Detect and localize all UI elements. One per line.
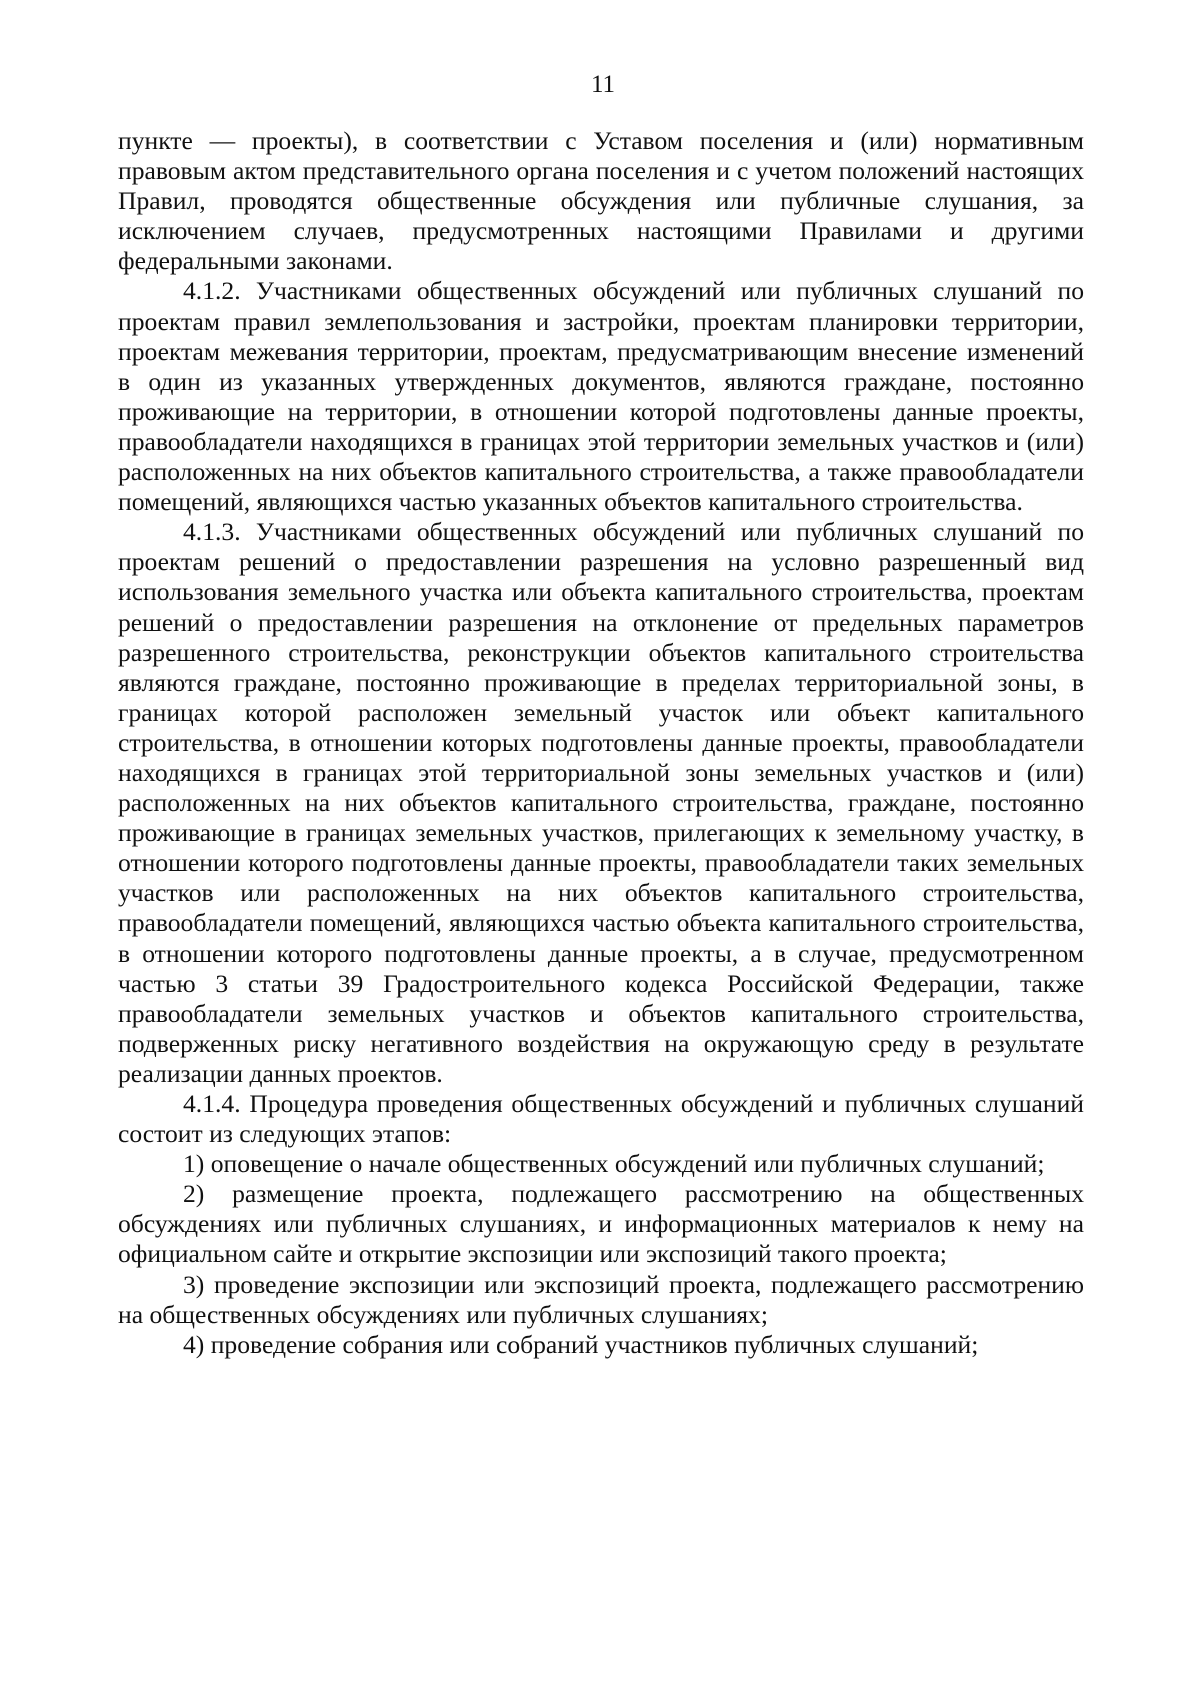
list-item-2: 2) размещение проекта, подлежащего рассмотрению на общественных обсуждениях или публичных слушаниях, и информационных материалов к нему на официальном сайте и открытие экспозиции или экспозиций такого проекта; <box>118 1179 1084 1269</box>
paragraph-continuation: пункте — проекты), в соответствии с Уставом поселения и (или) нормативным правовым актом представительного органа поселения и с учетом положений настоящих Правил, проводятся общественные обсуждения или публичные слушания, за исключением случаев, предусмотренных настоящими Правилами и другими федеральными законами. <box>118 126 1084 276</box>
document-body <box>118 126 1084 1360</box>
document-page <box>118 70 1084 1650</box>
page-number: 11 <box>590 71 616 98</box>
paragraph-4-1-3: 4.1.3. Участниками общественных обсуждений или публичных слушаний по проектам решений о предоставлении разрешения на условно разрешенный вид использования земельного участка или объекта капитального строительства, проектам решений о предоставлении разрешения на отклонение от предельных параметров разрешенного строительства, реконструкции объектов капитального строительства являются граждане, постоянно проживающие в пределах территориальной зоны, в границах которой расположен земельный участок или объект капитального строительства, в отношении которых подготовлены данные проекты, правообладатели находящихся в границах этой территориальной зоны земельных участков и (или) расположенных на них объектов капитального строительства, граждане, постоянно проживающие в границах земельных участков, прилегающих к земельному участку, в отношении которого подготовлены данные проекты, правообладатели таких земельных участков или расположенных на них объектов капитального строительства, правообладатели помещений, являющихся частью объекта капитального строительства, в отношении которого подготовлены данные проекты, а в случае, предусмотренном частью 3 статьи 39 Градостроительного кодекса Российской Федерации, также правообладатели земельных участков и объектов капитального строительства, подверженных риску негативного воздействия на окружающую среду в результате реализации данных проектов. <box>118 517 1084 1088</box>
list-item-4: 4) проведение собрания или собраний участников публичных слушаний; <box>183 1329 979 1359</box>
paragraph-4-1-2: 4.1.2. Участниками общественных обсуждений или публичных слушаний по проектам правил землепользования и застройки, проектам планировки территории, проектам межевания территории, проектам, предусматривающим внесение изменений в один из указанных утвержденных документов, являются граждане, постоянно проживающие на территории, в отношении которой подготовлены данные проекты, правообладатели находящихся в границах этой территории земельных участков и (или) расположенных на них объектов капитального строительства, а также правообладатели помещений, являющихся частью указанных объектов капитального строительства. <box>118 276 1084 517</box>
list-item-3: 3) проведение экспозиции или экспозиций проекта, подлежащего рассмотрению на общественных обсуждениях или публичных слушаниях; <box>118 1269 1084 1329</box>
paragraph-4-1-4: 4.1.4. Процедура проведения общественных обсуждений и публичных слушаний состоит из следующих этапов: <box>118 1089 1084 1149</box>
list-item-1: 1) оповещение о начале общественных обсуждений или публичных слушаний; <box>183 1149 1045 1179</box>
